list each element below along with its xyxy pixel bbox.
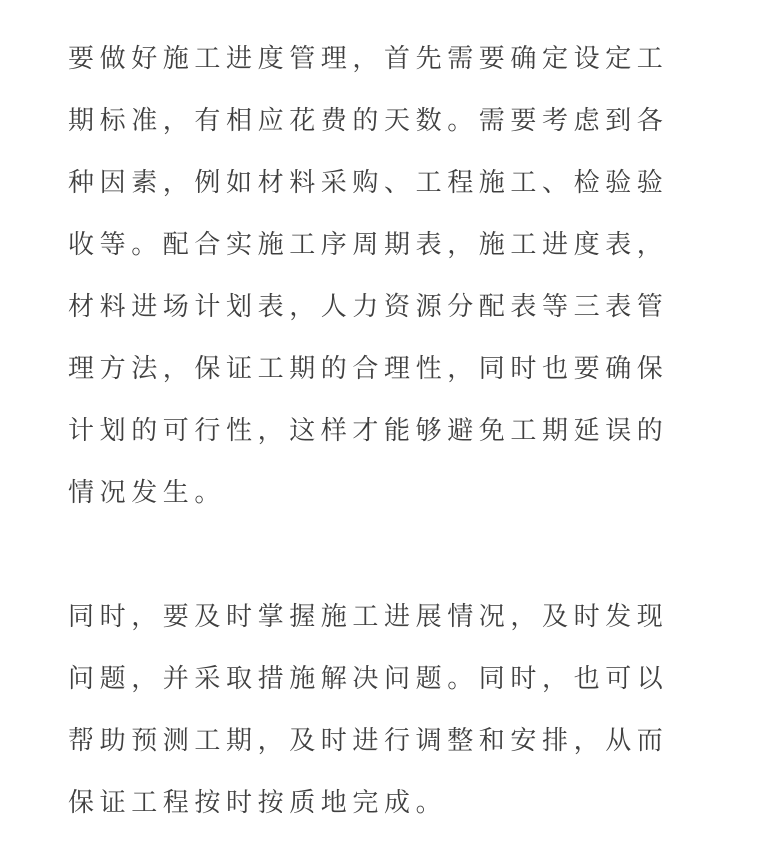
- text-line: 材料进场计划表，人力资源分配表等三表管: [68, 292, 669, 322]
- paragraph-progress-monitoring: [68, 586, 688, 834]
- paragraph-spacer: [68, 524, 688, 586]
- text-line: 理方法，保证工期的合理性，同时也要确保: [68, 354, 669, 384]
- paragraph-schedule-standards: [68, 28, 688, 524]
- text-line: 问题，并采取措施解决问题。同时，也可以: [68, 664, 669, 694]
- article-body: [68, 28, 688, 834]
- text-line: 计划的可行性，这样才能够避免工期延误的: [68, 416, 669, 446]
- text-line: 同时，要及时掌握施工进展情况，及时发现: [68, 602, 669, 632]
- text-line: 帮助预测工期，及时进行调整和安排，从而: [68, 726, 669, 756]
- text-line: 要做好施工进度管理，首先需要确定设定工: [68, 44, 669, 74]
- text-line: 保证工程按时按质地完成。: [68, 788, 448, 818]
- text-line: 情况发生。: [68, 478, 227, 508]
- text-line: 种因素，例如材料采购、工程施工、检验验: [68, 168, 669, 198]
- text-line: 收等。配合实施工序周期表，施工进度表，: [68, 230, 669, 260]
- text-line: 期标准，有相应花费的天数。需要考虑到各: [68, 106, 669, 136]
